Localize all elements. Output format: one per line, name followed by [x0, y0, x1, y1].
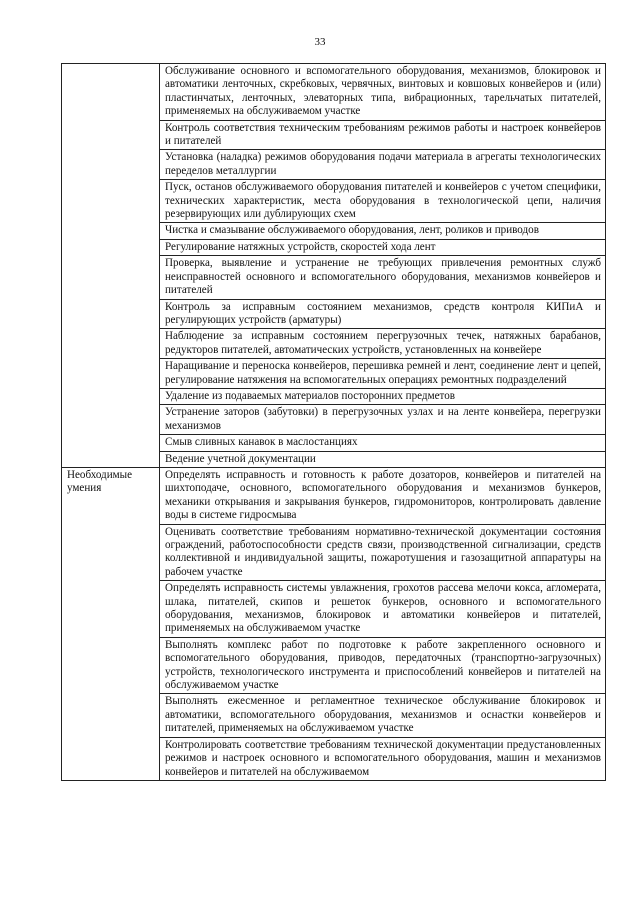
table-cell-text: Установка (наладка) режимов оборудования подачи материала в агрегаты технологических переделов металлургии	[160, 150, 606, 180]
section-label: Необходимые умения	[62, 467, 160, 780]
table-cell-text: Удаление из подаваемых материалов посторонних предметов	[160, 388, 606, 404]
table-body	[62, 64, 606, 781]
table-cell-text: Обслуживание основного и вспомогательного оборудования, механизмов, блокировок и автоматики ленточных, скребковых, червячных, винтовых и ковшовых конвейеров и (или) пластинчатых, ленточных, элеваторных типа, вибрационных, тарельчатых питателей, применяемых на обслуживаемом участке	[160, 64, 606, 121]
table-row	[62, 467, 606, 524]
section-label	[62, 64, 160, 468]
table-cell-text: Оценивать соответствие требованиям нормативно-технической документации состояния ограждений, работоспособности средств связи, производственной сигнализации, средств коллективной и индивидуальной защиты, пожаротушения и газозащитной аппаратуры на рабочем участке	[160, 524, 606, 581]
table-cell-text: Чистка и смазывание обслуживаемого оборудования, лент, роликов и приводов	[160, 223, 606, 239]
labor-functions-table	[61, 63, 606, 781]
table-cell-text: Контроль за исправным состоянием механизмов, средств контроля КИПиА и регулирующих устройств (арматуры)	[160, 299, 606, 329]
table-cell-text: Определять исправность и готовность к работе дозаторов, конвейеров и питателей на шихтоподаче, основного, вспомогательного оборудования и механизмов бункеров, механики открывания и закрывания бункеров, гидромониторов, контролировать давление воды в системе гидросмыва	[160, 467, 606, 524]
table-cell-text: Регулирование натяжных устройств, скоростей хода лент	[160, 239, 606, 255]
table-cell-text: Смыв сливных канавок в маслостанциях	[160, 435, 606, 451]
table-cell-text: Выполнять комплекс работ по подготовке к работе закрепленного основного и вспомогательного оборудования, приводов, передаточных (транспортно-загрузочных) устройств, технологического инструмента и приспособлений конвейеров и питателей на обслуживаемом участке	[160, 637, 606, 694]
table-cell-text: Проверка, выявление и устранение не требующих привлечения ремонтных служб неисправностей основного и вспомогательного оборудования, механизмов конвейеров и питателей	[160, 256, 606, 299]
table-cell-text: Контролировать соответствие требованиям технической документации предустановленных режимов и настроек основного и вспомогательного оборудования, машин и механизмов конвейеров и питателей на обслуживаемом	[160, 737, 606, 780]
table-cell-text: Пуск, останов обслуживаемого оборудования питателей и конвейеров с учетом специфики, технических характеристик, места оборудования в технологической цепи, наличия резервирующих или дублирующих схем	[160, 180, 606, 223]
table-cell-text: Выполнять ежесменное и регламентное техническое обслуживание блокировок и автоматики, вспомогательного оборудования, механизмов и оснастки конвейеров и питателей, применяемых на обслуживаемом участке	[160, 694, 606, 737]
table-cell-text: Определять исправность системы увлажнения, грохотов рассева мелочи кокса, агломерата, шлака, питателей, скипов и решеток бункеров, основного и вспомогательного оборудования, механизмов, блокировок и автоматики конвейеров и питателей, применяемых на обслуживаемом участке	[160, 581, 606, 638]
table-row	[62, 64, 606, 121]
table-cell-text: Контроль соответствия техническим требованиям режимов работы и настроек конвейеров и питателей	[160, 120, 606, 150]
table-cell-text: Ведение учетной документации	[160, 451, 606, 467]
table-cell-text: Устранение заторов (забутовки) в перегрузочных узлах и на ленте конвейера, перегрузки механизмов	[160, 405, 606, 435]
table-cell-text: Наращивание и переноска конвейеров, перешивка ремней и лент, соединение лент и цепей, регулирование натяжения на вспомогательных операциях ремонтных подразделений	[160, 359, 606, 389]
table-cell-text: Наблюдение за исправным состоянием перегрузочных течек, натяжных барабанов, редукторов питателей, автоматических устройств, установленных на конвейере	[160, 329, 606, 359]
page-number: 33	[314, 36, 326, 48]
